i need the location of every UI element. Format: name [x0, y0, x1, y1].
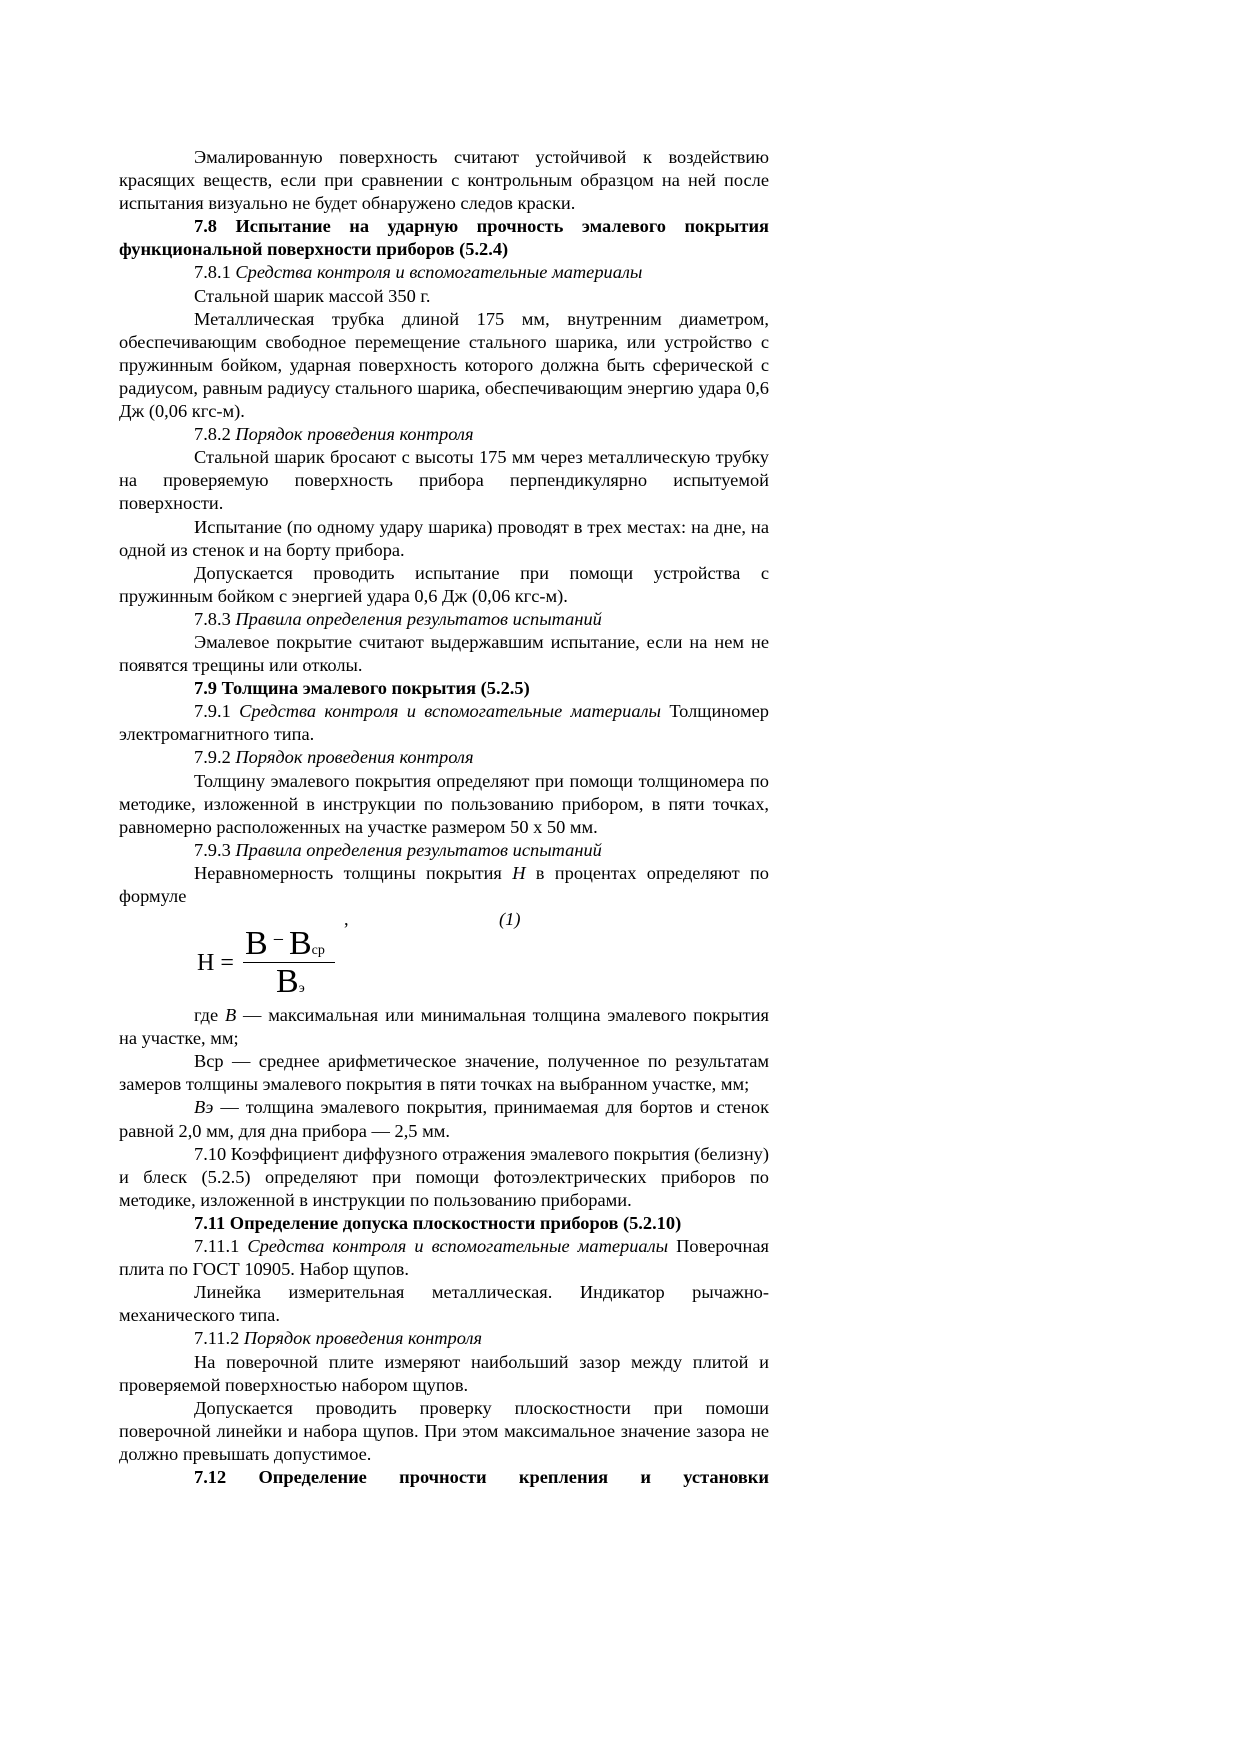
formula-number: (1) — [499, 909, 521, 930]
subsection-7-8-3: 7.8.3 Правила определения результатов испытаний — [194, 608, 602, 629]
paragraph: Вср — среднее арифметическое значение, полученное по результатам замеров толщины эмалевого покрытия в пяти точках на выбранном участке, мм; — [119, 1051, 769, 1095]
paragraph: Неравномерность толщины покрытия Н в процентах определяют по формуле — [119, 862, 769, 906]
paragraph: Линейка измерительная металлическая. Индикатор рычажно-механического типа. — [119, 1282, 769, 1326]
paragraph: Толщину эмалевого покрытия определяют при помощи толщиномера по методике, изложенной в инструкции по пользованию прибором, в пяти точках, равномерно расположенных на участке размером 50 х 50 мм. — [119, 770, 769, 837]
formula-numerator: В − Вср — [245, 925, 325, 963]
formula-denominator: Вэ — [276, 963, 305, 1001]
paragraph: Допускается проводить испытание при помощи устройства с пружинным бойком с энергией удара 0,6 Дж (0,06 кгс-м). — [119, 562, 769, 606]
section-heading-7-11: 7.11 Определение допуска плоскостности приборов (5.2.10) — [194, 1212, 682, 1233]
formula-block — [119, 908, 769, 1004]
paragraph: Вэ — толщина эмалевого покрытия, принимаемая для бортов и стенок равной 2,0 мм, для дна прибора — 2,5 мм. — [119, 1097, 769, 1141]
subsection-7-8-2: 7.8.2 Порядок проведения контроля — [194, 424, 474, 445]
formula — [197, 922, 357, 1004]
subsection-7-9-2: 7.9.2 Порядок проведения контроля — [194, 747, 474, 768]
paragraph: Стальной шарик массой 350 г. — [194, 285, 431, 306]
paragraph: Стальной шарик бросают с высоты 175 мм через металлическую трубку на проверяемую поверхность прибора перпендикулярно испытуемой поверхности. — [119, 447, 769, 514]
paragraph: Эмалированную поверхность считают устойчивой к воздействию красящих веществ, если при сравнении с контрольным образцом на ней после испытания визуально не будет обнаружено следов краски. — [119, 147, 769, 214]
subsection-7-9-3: 7.9.3 Правила определения результатов испытаний — [194, 839, 602, 860]
section-heading-7-8: 7.8 Испытание на ударную прочность эмалевого покрытия функциональной поверхности приборов (5.2.4) — [119, 216, 769, 260]
paragraph: Испытание (по одному удару шарика) проводят в трех местах: на дне, на одной из стенок и на борту прибора. — [119, 516, 769, 560]
paragraph: Металлическая трубка длиной 175 мм, внутренним диаметром, обеспечивающим свободное перемещение стального шарика, или устройство с пружинным бойком, ударная поверхность которого должна быть сферической с радиусом, равным радиусу стального шарика, обеспечивающим энергию удара 0,6 Дж (0,06 кгс-м). — [119, 308, 769, 422]
section-heading-7-12: 7.12 Определение прочности крепления и установки — [194, 1466, 769, 1487]
subsection-7-11-1: 7.11.1 Средства контроля и вспомогательные материалы Поверочная плита по ГОСТ 10905. Набор щупов. — [119, 1236, 769, 1280]
subsection-7-8-1: 7.8.1 Средства контроля и вспомогательные материалы — [194, 262, 643, 283]
subsection-7-9-1: 7.9.1 Средства контроля и вспомогательные материалы Толщиномер электромагнитного типа. — [119, 701, 769, 745]
section-heading-7-9: 7.9 Толщина эмалевого покрытия (5.2.5) — [194, 678, 530, 699]
formula-lhs: Н = — [197, 950, 234, 977]
paragraph: где В — максимальная или минимальная толщина эмалевого покрытия на участке, мм; — [119, 1005, 769, 1049]
paragraph: На поверочной плите измеряют наибольший зазор между плитой и проверяемой поверхностью набором щупов. — [119, 1351, 769, 1395]
paragraph-7-10: 7.10 Коэффициент диффузного отражения эмалевого покрытия (белизну) и блеск (5.2.5) определяют при помощи фотоэлектрических приборов по методике, изложенной в инструкции по пользованию приборами. — [119, 1143, 769, 1210]
subsection-7-11-2: 7.11.2 Порядок проведения контроля — [194, 1328, 483, 1349]
formula-comma: , — [344, 909, 349, 930]
paragraph: Допускается проводить проверку плоскостности при помоши поверочной линейки и набора щупов. При этом максимальное значение зазора не должно превышать допустимое. — [119, 1397, 769, 1464]
document-page — [119, 146, 769, 1489]
paragraph: Эмалевое покрытие считают выдержавшим испытание, если на нем не появятся трещины или отколы. — [119, 631, 769, 676]
